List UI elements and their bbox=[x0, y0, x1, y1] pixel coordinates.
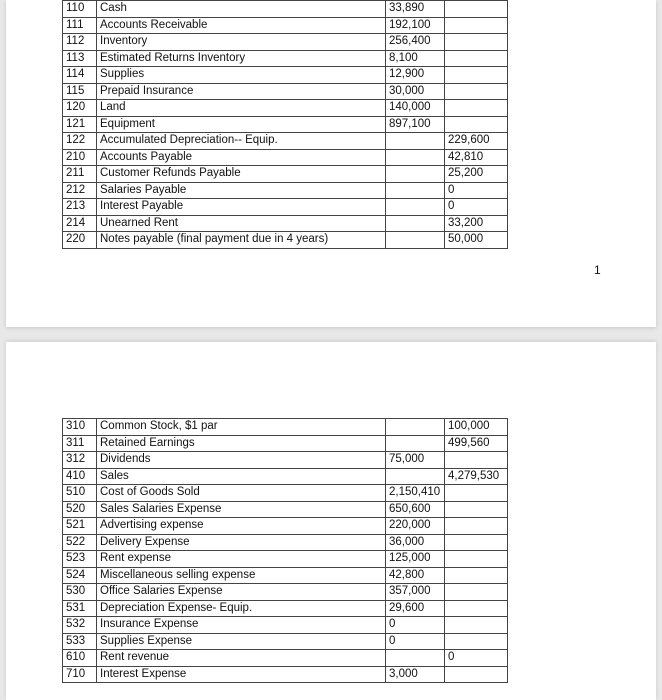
account-name: Estimated Returns Inventory bbox=[97, 50, 386, 67]
account-number: 211 bbox=[63, 166, 97, 183]
account-name: Interest Expense bbox=[97, 666, 386, 683]
debit-amount: 0 bbox=[386, 617, 445, 634]
credit-amount bbox=[445, 501, 508, 518]
debit-amount: 33,890 bbox=[386, 1, 445, 18]
ledger-row bbox=[63, 435, 508, 452]
debit-amount: 650,600 bbox=[386, 501, 445, 518]
trial-balance-table-page-1 bbox=[62, 0, 508, 249]
account-number: 510 bbox=[63, 485, 97, 502]
ledger-row bbox=[63, 83, 508, 100]
account-number: 532 bbox=[63, 617, 97, 634]
debit-amount bbox=[386, 435, 445, 452]
account-name: Retained Earnings bbox=[97, 435, 386, 452]
credit-amount bbox=[445, 452, 508, 469]
account-name: Supplies bbox=[97, 67, 386, 84]
ledger-row bbox=[63, 617, 508, 634]
debit-amount: 357,000 bbox=[386, 584, 445, 601]
account-number: 533 bbox=[63, 633, 97, 650]
account-number: 112 bbox=[63, 34, 97, 51]
debit-amount: 0 bbox=[386, 633, 445, 650]
debit-amount: 125,000 bbox=[386, 551, 445, 568]
account-number: 312 bbox=[63, 452, 97, 469]
account-number: 524 bbox=[63, 567, 97, 584]
credit-amount bbox=[445, 600, 508, 617]
page-number: 1 bbox=[594, 263, 601, 277]
credit-amount: 229,600 bbox=[445, 133, 508, 150]
credit-amount bbox=[445, 17, 508, 34]
credit-amount: 42,810 bbox=[445, 149, 508, 166]
ledger-row bbox=[63, 567, 508, 584]
credit-amount bbox=[445, 100, 508, 117]
account-number: 523 bbox=[63, 551, 97, 568]
account-number: 114 bbox=[63, 67, 97, 84]
ledger-row bbox=[63, 50, 508, 67]
credit-amount: 25,200 bbox=[445, 166, 508, 183]
ledger-row bbox=[63, 116, 508, 133]
credit-amount bbox=[445, 1, 508, 18]
ledger-row bbox=[63, 551, 508, 568]
credit-amount: 4,279,530 bbox=[445, 468, 508, 485]
debit-amount: 42,800 bbox=[386, 567, 445, 584]
ledger-row bbox=[63, 452, 508, 469]
ledger-row bbox=[63, 182, 508, 199]
debit-amount: 29,600 bbox=[386, 600, 445, 617]
account-name: Accounts Receivable bbox=[97, 17, 386, 34]
account-name: Miscellaneous selling expense bbox=[97, 567, 386, 584]
debit-amount bbox=[386, 468, 445, 485]
account-number: 530 bbox=[63, 584, 97, 601]
account-number: 115 bbox=[63, 83, 97, 100]
ledger-row bbox=[63, 534, 508, 551]
credit-amount bbox=[445, 50, 508, 67]
credit-amount: 0 bbox=[445, 650, 508, 667]
account-number: 610 bbox=[63, 650, 97, 667]
ledger-row bbox=[63, 232, 508, 249]
debit-amount bbox=[386, 133, 445, 150]
credit-amount bbox=[445, 584, 508, 601]
account-number: 410 bbox=[63, 468, 97, 485]
debit-amount: 30,000 bbox=[386, 83, 445, 100]
ledger-row bbox=[63, 133, 508, 150]
account-name: Insurance Expense bbox=[97, 617, 386, 634]
credit-amount: 100,000 bbox=[445, 419, 508, 436]
account-name: Equipment bbox=[97, 116, 386, 133]
credit-amount bbox=[445, 551, 508, 568]
account-name: Accumulated Depreciation-- Equip. bbox=[97, 133, 386, 150]
account-name: Customer Refunds Payable bbox=[97, 166, 386, 183]
debit-amount: 256,400 bbox=[386, 34, 445, 51]
account-name: Dividends bbox=[97, 452, 386, 469]
credit-amount bbox=[445, 633, 508, 650]
debit-amount: 192,100 bbox=[386, 17, 445, 34]
account-name: Sales bbox=[97, 468, 386, 485]
account-name: Prepaid Insurance bbox=[97, 83, 386, 100]
ledger-row bbox=[63, 485, 508, 502]
account-name: Rent revenue bbox=[97, 650, 386, 667]
account-number: 531 bbox=[63, 600, 97, 617]
account-name: Supplies Expense bbox=[97, 633, 386, 650]
account-number: 311 bbox=[63, 435, 97, 452]
account-name: Sales Salaries Expense bbox=[97, 501, 386, 518]
ledger-row bbox=[63, 650, 508, 667]
ledger-row bbox=[63, 215, 508, 232]
debit-amount bbox=[386, 149, 445, 166]
debit-amount bbox=[386, 215, 445, 232]
credit-amount: 33,200 bbox=[445, 215, 508, 232]
account-number: 121 bbox=[63, 116, 97, 133]
cut-off-text-line bbox=[50, 692, 630, 700]
ledger-row bbox=[63, 468, 508, 485]
debit-amount bbox=[386, 650, 445, 667]
debit-amount bbox=[386, 419, 445, 436]
credit-amount bbox=[445, 34, 508, 51]
ledger-row bbox=[63, 600, 508, 617]
account-name: Cost of Goods Sold bbox=[97, 485, 386, 502]
account-number: 111 bbox=[63, 17, 97, 34]
document-page-1 bbox=[6, 0, 656, 327]
account-name: Inventory bbox=[97, 34, 386, 51]
credit-amount: 50,000 bbox=[445, 232, 508, 249]
credit-amount bbox=[445, 83, 508, 100]
credit-amount bbox=[445, 485, 508, 502]
account-number: 110 bbox=[63, 1, 97, 18]
account-name: Cash bbox=[97, 1, 386, 18]
account-name: Advertising expense bbox=[97, 518, 386, 535]
debit-amount bbox=[386, 199, 445, 216]
account-name: Office Salaries Expense bbox=[97, 584, 386, 601]
ledger-row bbox=[63, 100, 508, 117]
ledger-row bbox=[63, 1, 508, 18]
debit-amount: 3,000 bbox=[386, 666, 445, 683]
trial-balance-table-page-2 bbox=[62, 418, 508, 683]
document-page-2 bbox=[6, 342, 656, 700]
account-name: Unearned Rent bbox=[97, 215, 386, 232]
credit-amount: 0 bbox=[445, 182, 508, 199]
credit-amount: 499,560 bbox=[445, 435, 508, 452]
debit-amount: 897,100 bbox=[386, 116, 445, 133]
account-number: 122 bbox=[63, 133, 97, 150]
ledger-row bbox=[63, 17, 508, 34]
account-number: 710 bbox=[63, 666, 97, 683]
account-name: Depreciation Expense- Equip. bbox=[97, 600, 386, 617]
credit-amount bbox=[445, 534, 508, 551]
debit-amount: 220,000 bbox=[386, 518, 445, 535]
account-name: Rent expense bbox=[97, 551, 386, 568]
account-number: 120 bbox=[63, 100, 97, 117]
credit-amount bbox=[445, 666, 508, 683]
credit-amount bbox=[445, 567, 508, 584]
account-number: 220 bbox=[63, 232, 97, 249]
credit-amount bbox=[445, 518, 508, 535]
account-name: Land bbox=[97, 100, 386, 117]
debit-amount: 8,100 bbox=[386, 50, 445, 67]
account-number: 212 bbox=[63, 182, 97, 199]
account-number: 214 bbox=[63, 215, 97, 232]
credit-amount bbox=[445, 116, 508, 133]
debit-amount: 140,000 bbox=[386, 100, 445, 117]
ledger-row bbox=[63, 666, 508, 683]
ledger-row bbox=[63, 67, 508, 84]
debit-amount: 75,000 bbox=[386, 452, 445, 469]
ledger-row bbox=[63, 633, 508, 650]
account-number: 113 bbox=[63, 50, 97, 67]
ledger-row bbox=[63, 419, 508, 436]
ledger-row bbox=[63, 149, 508, 166]
ledger-row bbox=[63, 501, 508, 518]
ledger-row bbox=[63, 199, 508, 216]
account-name: Salaries Payable bbox=[97, 182, 386, 199]
credit-amount: 0 bbox=[445, 199, 508, 216]
ledger-row bbox=[63, 584, 508, 601]
account-number: 210 bbox=[63, 149, 97, 166]
debit-amount bbox=[386, 166, 445, 183]
account-name: Interest Payable bbox=[97, 199, 386, 216]
account-name: Notes payable (final payment due in 4 years) bbox=[97, 232, 386, 249]
debit-amount bbox=[386, 182, 445, 199]
account-number: 213 bbox=[63, 199, 97, 216]
ledger-row bbox=[63, 518, 508, 535]
account-number: 522 bbox=[63, 534, 97, 551]
account-name: Delivery Expense bbox=[97, 534, 386, 551]
account-number: 310 bbox=[63, 419, 97, 436]
account-name: Accounts Payable bbox=[97, 149, 386, 166]
account-name: Common Stock, $1 par bbox=[97, 419, 386, 436]
debit-amount: 12,900 bbox=[386, 67, 445, 84]
debit-amount bbox=[386, 232, 445, 249]
ledger-row bbox=[63, 34, 508, 51]
credit-amount bbox=[445, 67, 508, 84]
debit-amount: 36,000 bbox=[386, 534, 445, 551]
account-number: 521 bbox=[63, 518, 97, 535]
credit-amount bbox=[445, 617, 508, 634]
account-number: 520 bbox=[63, 501, 97, 518]
ledger-row bbox=[63, 166, 508, 183]
debit-amount: 2,150,410 bbox=[386, 485, 445, 502]
